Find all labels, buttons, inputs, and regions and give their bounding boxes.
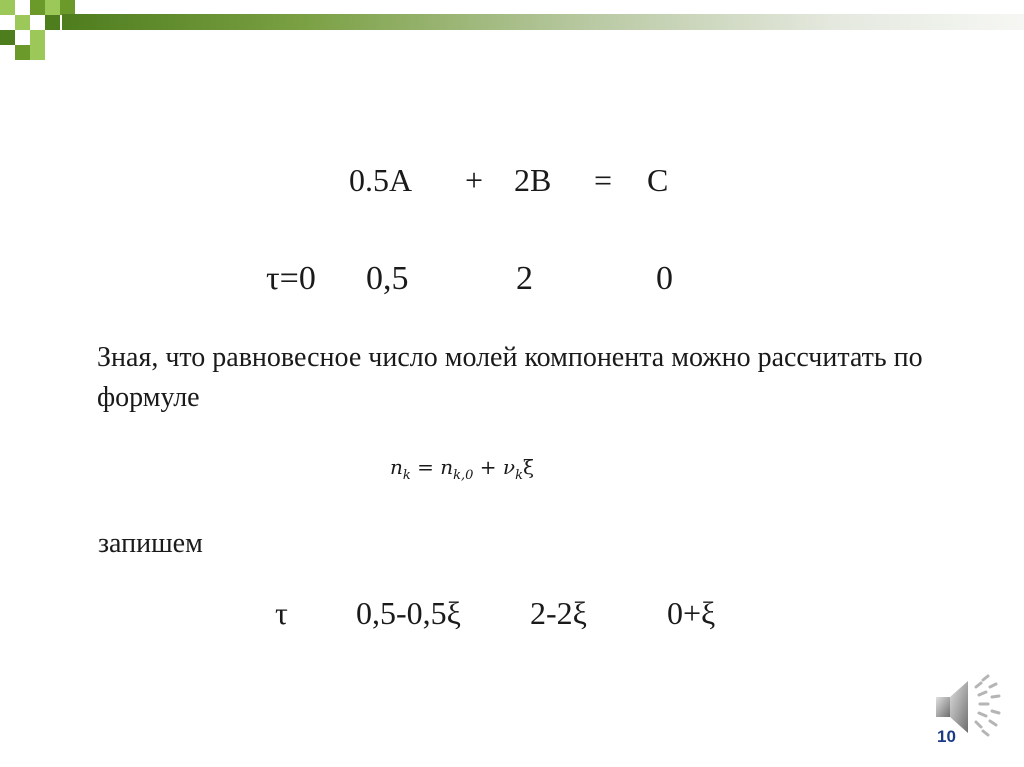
- page-number: 10: [937, 727, 956, 746]
- deco-square: [30, 45, 45, 60]
- deco-square: [0, 0, 15, 15]
- formula-sub-k-nu: k: [515, 468, 523, 483]
- equals-sign: =: [594, 162, 613, 198]
- deco-square: [15, 45, 30, 60]
- write-label: запишем: [98, 528, 203, 559]
- formula-plus: +: [479, 455, 497, 479]
- formula-xi: ξ: [522, 455, 534, 479]
- moles-formula: [390, 455, 534, 483]
- equilibrium-b: 2-2ξ: [530, 595, 587, 631]
- equilibrium-c: 0+ξ: [667, 595, 716, 631]
- reactant-b: 2B: [514, 162, 552, 198]
- formula-sub-k0: k,0: [453, 468, 474, 483]
- plus-sign: +: [465, 162, 484, 198]
- decorative-squares: [0, 0, 80, 60]
- formula-n-initial: n: [440, 455, 454, 479]
- initial-c: 0: [656, 260, 673, 297]
- formula-nu: ν: [502, 455, 516, 479]
- deco-square: [30, 30, 45, 45]
- explanation-paragraph: Зная, что равновесное число молей компонента можно рассчитать по формуле: [97, 342, 923, 413]
- formula-equals: =: [417, 455, 434, 479]
- formula-sub-k: k: [402, 468, 411, 483]
- reactant-a: 0.5A: [349, 162, 413, 198]
- equilibrium-a: 0,5-0,5ξ: [356, 595, 461, 631]
- initial-b: 2: [516, 260, 533, 297]
- header-gradient-bar: [62, 14, 1024, 30]
- deco-square: [60, 0, 75, 15]
- deco-square: [15, 15, 30, 30]
- initial-a: 0,5: [366, 260, 409, 297]
- deco-square: [0, 30, 15, 45]
- product-c: C: [647, 162, 669, 198]
- tau-label: τ: [275, 595, 288, 631]
- deco-square: [45, 0, 60, 15]
- tau-zero-label: τ=0: [266, 260, 316, 297]
- formula-n: n: [390, 455, 403, 479]
- deco-square: [30, 0, 45, 15]
- deco-square: [45, 15, 60, 30]
